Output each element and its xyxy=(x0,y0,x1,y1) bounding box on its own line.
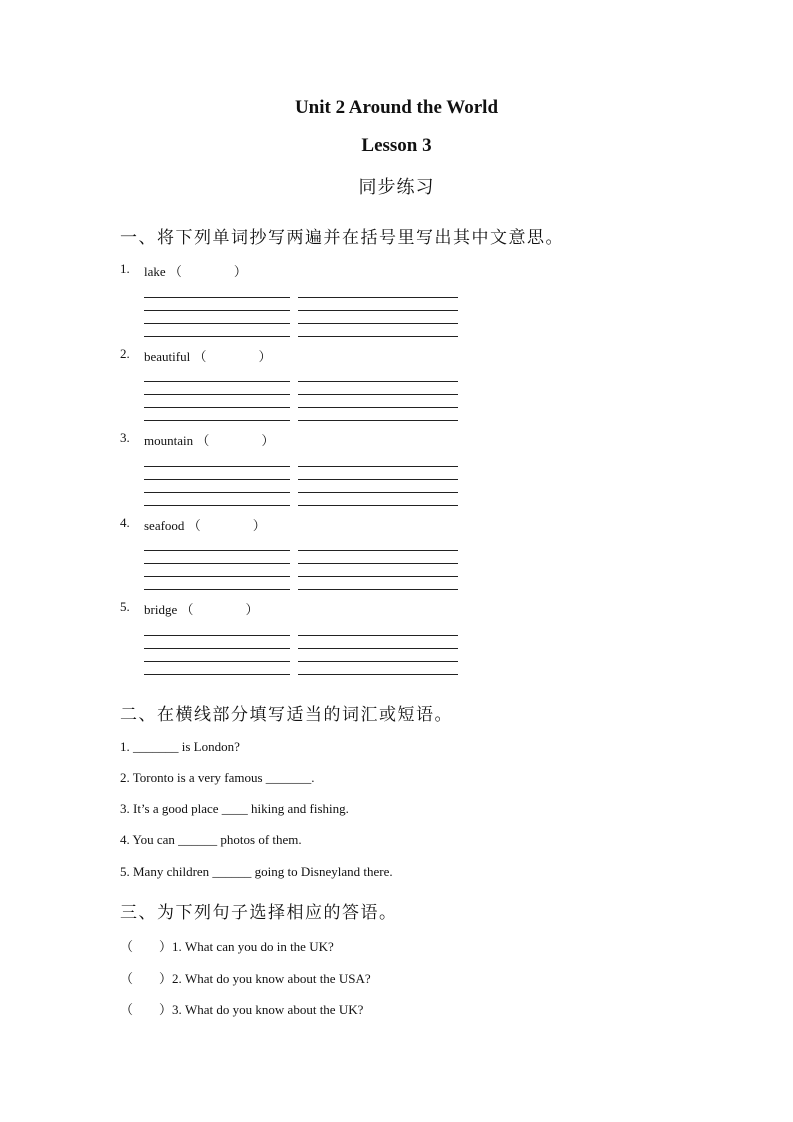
copy-line xyxy=(298,563,458,564)
copy-line xyxy=(144,674,290,675)
copy-line xyxy=(144,381,290,382)
copy-line xyxy=(144,420,290,421)
copy-line xyxy=(298,381,458,382)
question-text: 2. What do you know about the USA? xyxy=(172,971,371,986)
item-number: 3. xyxy=(120,430,130,445)
copy-line xyxy=(144,466,290,467)
copy-line xyxy=(298,589,458,590)
copy-line xyxy=(144,563,290,564)
section1-heading: 一、将下列单词抄写两遍并在括号里写出其中文意思。 xyxy=(120,228,564,248)
vocab-word-row xyxy=(144,599,258,618)
copy-line xyxy=(144,297,290,298)
copy-line xyxy=(144,576,290,577)
vocab-word-row xyxy=(144,346,271,365)
question-row xyxy=(120,936,334,955)
fill-blank-sentence: 4. You can ______ photos of them. xyxy=(120,832,302,847)
unit-title: Unit 2 Around the World xyxy=(294,97,499,118)
copy-line xyxy=(298,576,458,577)
meaning-blank: （ ） xyxy=(180,602,259,617)
copy-line xyxy=(298,479,458,480)
meaning-blank: （ ） xyxy=(168,264,247,279)
copy-line xyxy=(144,589,290,590)
vocab-word: lake xyxy=(144,264,166,279)
answer-blank: （ ） xyxy=(120,971,173,986)
vocab-word: bridge xyxy=(144,602,178,617)
item-number: 4. xyxy=(120,515,130,530)
meaning-blank: （ ） xyxy=(193,349,272,364)
fill-blank-sentence: 2. Toronto is a very famous _______. xyxy=(120,770,315,785)
copy-line xyxy=(298,394,458,395)
vocab-word-row xyxy=(144,430,274,449)
copy-line xyxy=(144,505,290,506)
meaning-blank: （ ） xyxy=(196,433,275,448)
copy-line xyxy=(298,635,458,636)
copy-line xyxy=(144,492,290,493)
copy-line xyxy=(298,550,458,551)
copy-line xyxy=(298,297,458,298)
copy-line xyxy=(298,420,458,421)
meaning-blank: （ ） xyxy=(187,518,266,533)
copy-line xyxy=(144,323,290,324)
question-text: 3. What do you know about the UK? xyxy=(172,1002,364,1017)
vocab-word-row xyxy=(144,261,247,280)
fill-blank-sentence: 5. Many children ______ going to Disneyland there. xyxy=(120,864,393,879)
copy-line xyxy=(144,661,290,662)
copy-line xyxy=(144,648,290,649)
copy-line xyxy=(298,466,458,467)
copy-line xyxy=(144,635,290,636)
section3-heading: 三、为下列句子选择相应的答语。 xyxy=(120,903,398,923)
vocab-word-row xyxy=(144,515,266,534)
copy-line xyxy=(144,479,290,480)
copy-line xyxy=(298,407,458,408)
copy-line xyxy=(144,394,290,395)
copy-line xyxy=(298,661,458,662)
question-row xyxy=(120,968,371,987)
page-subtitle: 同步练习 xyxy=(358,177,435,198)
answer-blank: （ ） xyxy=(120,1002,173,1017)
lesson-title: Lesson 3 xyxy=(361,135,432,156)
vocab-word: seafood xyxy=(144,518,185,533)
item-number: 1. xyxy=(120,261,130,276)
answer-blank: （ ） xyxy=(120,939,173,954)
copy-line xyxy=(298,310,458,311)
copy-line xyxy=(144,407,290,408)
copy-line xyxy=(298,336,458,337)
item-number: 2. xyxy=(120,346,130,361)
copy-line xyxy=(298,492,458,493)
copy-line xyxy=(144,336,290,337)
vocab-word: beautiful xyxy=(144,349,191,364)
copy-line xyxy=(298,505,458,506)
fill-blank-sentence: 1. _______ is London? xyxy=(120,739,240,754)
section2-heading: 二、在横线部分填写适当的词汇或短语。 xyxy=(120,705,453,725)
question-row xyxy=(120,999,363,1018)
fill-blank-sentence: 3. It’s a good place ____ hiking and fishing. xyxy=(120,801,349,816)
copy-line xyxy=(298,674,458,675)
copy-line xyxy=(144,310,290,311)
copy-line xyxy=(144,550,290,551)
vocab-word: mountain xyxy=(144,433,194,448)
copy-line xyxy=(298,648,458,649)
item-number: 5. xyxy=(120,599,130,614)
copy-line xyxy=(298,323,458,324)
question-text: 1. What can you do in the UK? xyxy=(172,939,334,954)
